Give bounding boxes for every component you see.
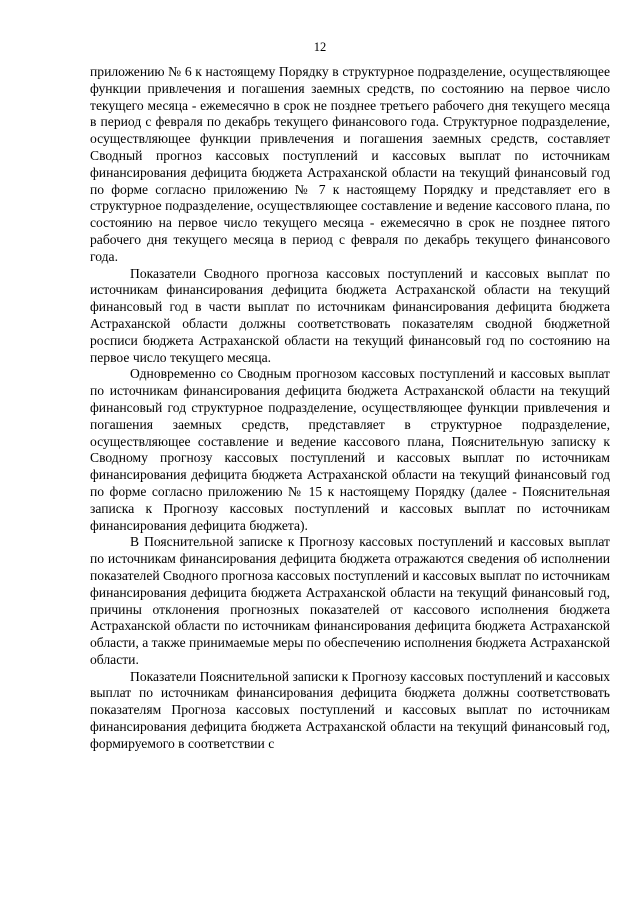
paragraph-continuation: приложению № 6 к настоящему Порядку в структурное подразделение, осуществляющее функции привлечения и погашения заемных средств, по состоянию на первое число текущего месяца - ежемесячно в срок не позднее третьего рабочего дня текущего месяца в период с февраля по декабрь текущего финансового года. Структурное подразделение, осуществляющее функции привлечения и погашения заемных средств, составляет Сводный прогноз кассовых поступлений и кассовых выплат по источникам финансирования дефицита бюджета Астраханской области на текущий финансовый год по форме согласно приложению № 7 к настоящему Порядку и представляет его в структурное подразделение, осуществляющее составление и ведение кассового плана, по состоянию на первое число текущего месяца - ежемесячно в срок не позднее пятого рабочего дня текущего месяца в период с февраля по декабрь текущего финансового года. — [90, 64, 610, 264]
page-number: 12 — [313, 40, 327, 54]
paragraph: Показатели Сводного прогноза кассовых поступлений и кассовых выплат по источникам финансирования дефицита бюджета Астраханской области на текущий финансовый год в части выплат по источникам финансирования дефицита бюджета Астраханской области должны соответствовать показателям сводной бюджетной росписи бюджета Астраханской области на текущий финансовый год по состоянию на первое число текущего месяца. — [90, 265, 610, 365]
document-body — [90, 64, 610, 753]
paragraph: В Пояснительной записке к Прогнозу кассовых поступлений и кассовых выплат по источникам финансирования дефицита бюджета отражаются сведения об исполнении показателей Сводного прогноза кассовых поступлений и кассовых выплат по источникам финансирования дефицита бюджета Астраханской области на текущий финансовый год, причины отклонения прогнозных показателей от кассового исполнения бюджета Астраханской области по источникам финансирования дефицита бюджета Астраханской области, а также принимаемые меры по обеспечению исполнения бюджета Астраханской области. — [90, 534, 610, 667]
paragraph: Одновременно со Сводным прогнозом кассовых поступлений и кассовых выплат по источникам финансирования дефицита бюджета Астраханской области на текущий финансовый год структурное подразделение, осуществляющее функции привлечения и погашения заемных средств, представляет в структурное подразделение, осуществляющее составление и ведение кассового плана, Пояснительную записку к Сводному прогнозу кассовых поступлений и кассовых выплат по источникам финансирования дефицита бюджета Астраханской области на текущий финансовый год по форме согласно приложению № 15 к настоящему Порядку (далее - Пояснительная записка к Прогнозу кассовых поступлений и кассовых выплат по источникам финансирования дефицита бюджета). — [90, 366, 610, 533]
paragraph: Показатели Пояснительной записки к Прогнозу кассовых поступлений и кассовых выплат по источникам финансирования дефицита бюджета должны соответствовать показателям Прогноза кассовых поступлений и кассовых выплат по источникам финансирования дефицита бюджета Астраханской области на текущий финансовый год, формируемого в соответствии с — [90, 668, 610, 751]
